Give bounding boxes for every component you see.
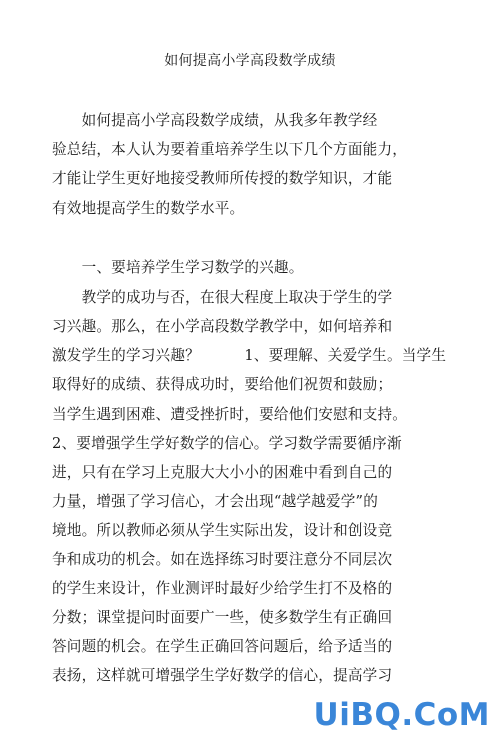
paragraph-line: 境地。所以教师必须从学生实际出发，设计和创设竞 bbox=[52, 522, 393, 539]
site-watermark: UiBQ.CoM bbox=[313, 697, 490, 733]
paragraph-line: 才能让学生更好地接受教师所传授的数学知识，才能 bbox=[52, 170, 393, 187]
document-title: 如何提高小学高段数学成绩 bbox=[164, 53, 336, 69]
paragraph-line: 取得好的成绩、获得成功时，要给他们祝贺和鼓励； bbox=[52, 376, 393, 393]
paragraph-line: 当学生遇到困难、遭受挫折时，要给他们安慰和支持。 bbox=[52, 406, 408, 423]
paragraph-line: 的学生来设计，作业测评时最好少给学生打不及格的 bbox=[52, 580, 393, 597]
paragraph-line: 有效地提高学生的数学水平。 bbox=[52, 200, 245, 217]
paragraph-line: 争和成功的机会。如在选择练习时要注意分不同层次 bbox=[52, 551, 393, 568]
paragraph-line: 习兴趣。那么，在小学高段数学教学中，如何培养和 bbox=[52, 318, 393, 335]
paragraph-line: 如何提高小学高段数学成绩，从我多年教学经 bbox=[52, 112, 378, 129]
paragraph-line: 验总结，本人认为要着重培养学生以下几个方面能力， bbox=[52, 141, 408, 158]
paragraph-line: 表扬，这样就可增强学生学好数学的信心，提高学习 bbox=[52, 667, 393, 684]
paragraph-line: 答问题的机会。在学生正确回答问题后，给予适当的 bbox=[52, 638, 393, 655]
paragraph-line: 2、要增强学生学好数学的信心。学习数学需要循序渐 bbox=[52, 435, 402, 452]
paragraph-line: 进，只有在学习上克服大大小小的困难中看到自己的 bbox=[52, 464, 393, 481]
paragraph-line: 教学的成功与否，在很大程度上取决于学生的学 bbox=[52, 289, 393, 306]
paragraph-line: 分数；课堂提问时面要广一些，使多数学生有正确回 bbox=[52, 609, 393, 626]
paragraph-line: 激发学生的学习兴趣？ 1、要理解、关爱学生。当学生 bbox=[52, 347, 447, 364]
section-heading: 一、要培养学生学习数学的兴趣。 bbox=[52, 259, 304, 276]
paragraph-line: 力量，增强了学习信心，才会出现“越学越爱学”的 bbox=[52, 493, 378, 510]
